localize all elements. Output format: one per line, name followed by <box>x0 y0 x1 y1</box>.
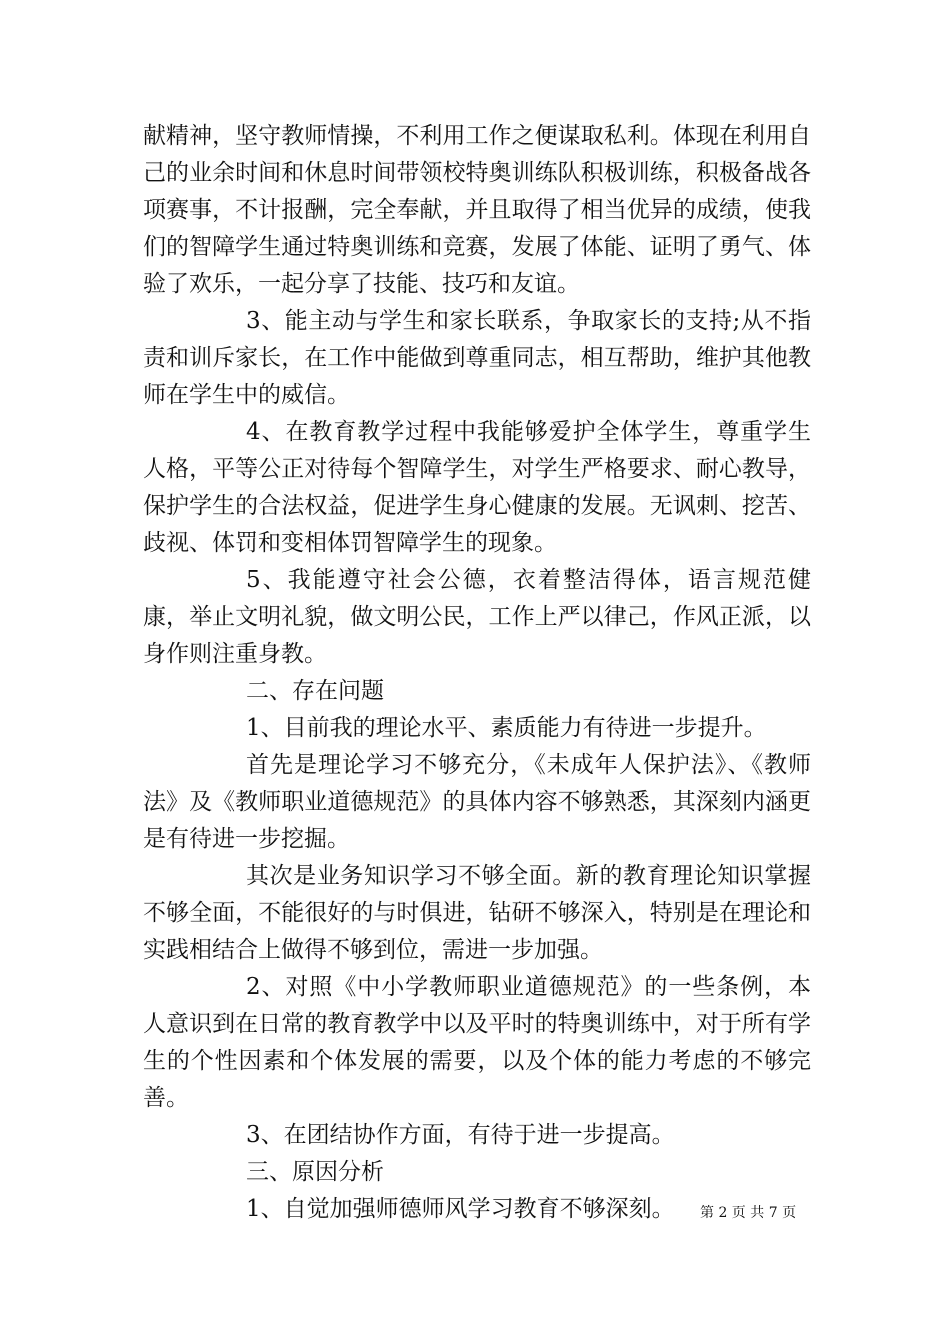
paragraph-4: 5、我能遵守社会公德，衣着整洁得体，语言规范健康，举止文明礼貌，做文明公民，工作上严以律己，作风正派，以身作则注重身教。 <box>143 567 811 667</box>
section-heading-problems: 二、存在问题 <box>246 678 384 704</box>
paragraph-9: 2、对照《中小学教师职业道德规范》的一些条例，本人意识到在日常的教育教学中以及平时的特奥训练中，对于所有学生的个性因素和个体发展的需要，以及个体的能力考虑的不够完善。 <box>143 974 811 1111</box>
paragraph-7: 首先是理论学习不够充分，《未成年人保护法》、《教师法》及《教师职业道德规范》的具体内容不够熟悉，其深刻内涵更是有待进一步挖掘。 <box>143 752 811 852</box>
page-number-footer: 第 2 页 共 7 页 <box>700 1205 797 1221</box>
paragraph-12: 1、自觉加强师德师风学习教育不够深刻。 <box>246 1196 675 1222</box>
paragraph-10: 3、在团结协作方面，有待于进一步提高。 <box>246 1122 675 1148</box>
document-body <box>143 118 811 1228</box>
paragraph-8: 其次是业务知识学习不够全面。新的教育理论知识掌握不够全面，不能很好的与时俱进，钻研不够深入，特别是在理论和实践相结合上做得不够到位，需进一步加强。 <box>143 863 811 963</box>
paragraph-1: 献精神，坚守教师情操，不利用工作之便谋取私利。体现在利用自己的业余时间和休息时间带领校特奥训练队积极训练，积极备战各项赛事，不计报酬，完全奉献，并且取得了相当优异的成绩，使我们的智障学生通过特奥训练和竞赛，发展了体能、证明了勇气、体验了欢乐，一起分享了技能、技巧和友谊。 <box>143 123 811 297</box>
paragraph-3: 4、在教育教学过程中我能够爱护全体学生，尊重学生人格，平等公正对待每个智障学生，对学生严格要求、耐心教导，保护学生的合法权益，促进学生身心健康的发展。无讽刺、挖苦、歧视、体罚和变相体罚智障学生的现象。 <box>143 419 811 556</box>
paragraph-2: 3、能主动与学生和家长联系，争取家长的支持;从不指责和训斥家长，在工作中能做到尊重同志，相互帮助，维护其他教师在学生中的威信。 <box>143 308 811 408</box>
paragraph-6: 1、目前我的理论水平、素质能力有待进一步提升。 <box>246 715 767 741</box>
section-heading-causes: 三、原因分析 <box>246 1159 384 1185</box>
